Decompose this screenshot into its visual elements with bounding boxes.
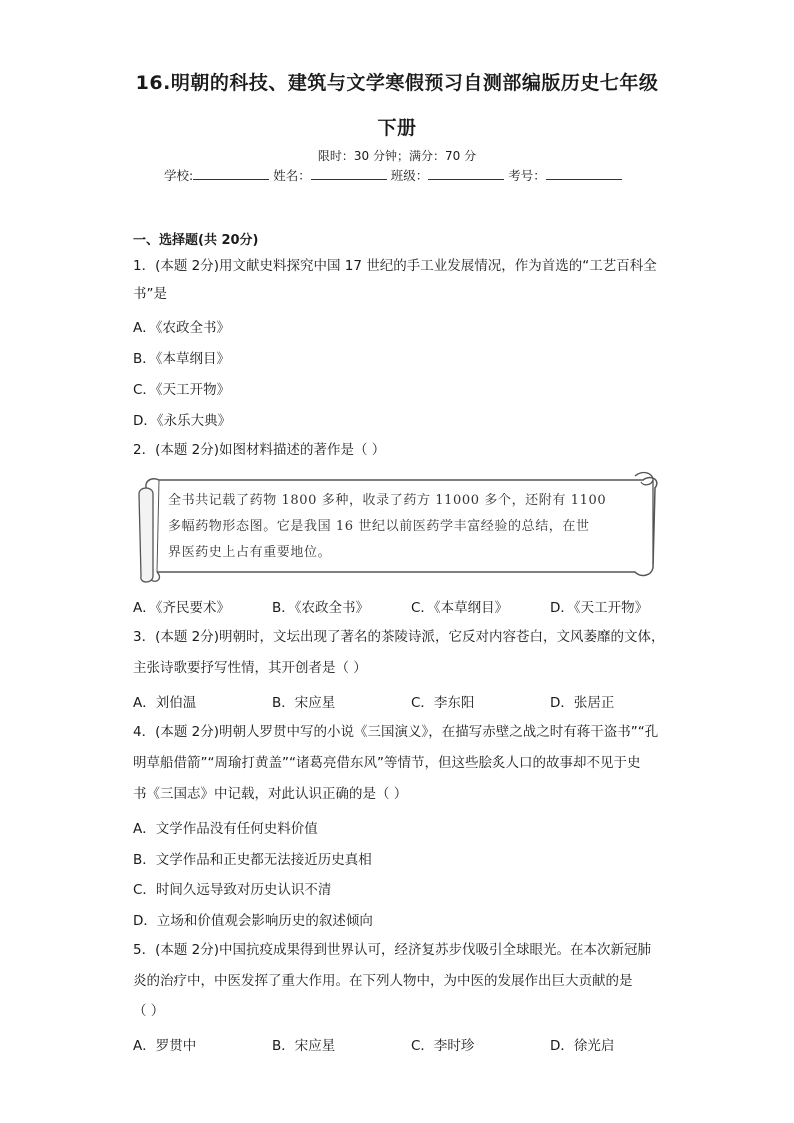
q5-option-a[interactable]: A．罗贯中 <box>133 1038 197 1054</box>
q3-stem-line1: 3．(本题 2分)明朝时，文坛出现了著名的茶陵诗派，它反对内容苍白，文风萎靡的文体， <box>133 629 665 645</box>
q2-option-d[interactable]: D．《天工开物》 <box>550 600 649 616</box>
scroll-line-1: 全书共记载了药物 1800 多种，收录了药方 11000 多个，还附有 1100 <box>168 493 607 508</box>
q2-options-row <box>133 596 653 616</box>
q2-option-c[interactable]: C．《本草纲目》 <box>411 600 509 616</box>
number-blank[interactable] <box>546 167 622 180</box>
q3-stem-line2: 主张诗歌要抒写性情，其开创者是（ ） <box>133 660 367 676</box>
q1-stem-line2: 书”是 <box>133 286 167 302</box>
q5-option-c[interactable]: C．李时珍 <box>411 1038 475 1054</box>
q5-stem-line2: 炎的治疗中，中医发挥了重大作用。在下列人物中，为中医的发展作出巨大贡献的是 <box>133 973 633 989</box>
q3-option-b[interactable]: B．宋应星 <box>272 695 336 711</box>
time-score-limit: 限时：30 分钟；满分：70 分 <box>317 149 477 163</box>
q5-option-b[interactable]: B．宋应星 <box>272 1038 336 1054</box>
school-blank[interactable] <box>193 167 269 180</box>
q5-stem-line1: 5．(本题 2分)中国抗疫成果得到世界认可，经济复苏步伐吸引全球眼光。在本次新冠肺 <box>133 942 652 958</box>
name-label: 姓名： <box>273 168 311 183</box>
q4-option-c[interactable]: C．时间久远导致对历史认识不清 <box>133 882 332 898</box>
class-blank[interactable] <box>428 167 504 180</box>
q4-option-a[interactable]: A．文学作品没有任何史料价值 <box>133 821 318 837</box>
school-label: 学校: <box>164 168 194 183</box>
q2-option-a[interactable]: A．《齐民要术》 <box>133 600 230 616</box>
q1-option-d[interactable]: D．《永乐大典》 <box>133 413 232 429</box>
q4-option-b[interactable]: B．文学作品和正史都无法接近历史真相 <box>133 852 372 868</box>
q5-options-row <box>133 1034 653 1054</box>
q5-option-d[interactable]: D．徐光启 <box>550 1038 615 1054</box>
number-label: 考号： <box>508 168 546 183</box>
q1-option-c[interactable]: C．《天工开物》 <box>133 382 231 398</box>
q3-options-row <box>133 691 653 711</box>
q3-option-a[interactable]: A．刘伯温 <box>133 695 197 711</box>
q4-option-d[interactable]: D．立场和价值观会影响历史的叙述倾向 <box>133 913 373 929</box>
q2-option-b[interactable]: B．《农政全书》 <box>272 600 370 616</box>
q3-option-c[interactable]: C．李东阳 <box>411 695 475 711</box>
name-blank[interactable] <box>311 167 387 180</box>
scroll-material-text <box>168 488 638 566</box>
document-title-line2: 下册 <box>377 117 417 139</box>
section-heading: 一、选择题(共 20分) <box>133 233 259 248</box>
scroll-line-2: 多幅药物形态图。它是我国 16 世纪以前医药学丰富经验的总结，在世 <box>168 519 590 534</box>
q1-stem-line1: 1．(本题 2分)用文献史料探究中国 17 世纪的手工业发展情况，作为首选的“工艺百科全 <box>133 258 657 274</box>
scroll-line-3: 界医药史上占有重要地位。 <box>168 545 332 560</box>
q5-stem-line3: （ ） <box>133 1003 165 1019</box>
q2-stem: 2．(本题 2分)如图材料描述的著作是（ ） <box>133 442 386 458</box>
q4-stem-line3: 书《三国志》中记载，对此认识正确的是（ ） <box>133 786 408 802</box>
q4-stem-line2: 明草船借箭”“周瑜打黄盖”“诸葛亮借东风”等情节，但这些脍炙人口的故事却不见于史 <box>133 755 641 771</box>
class-label: 班级： <box>390 168 429 183</box>
q1-option-a[interactable]: A．《农政全书》 <box>133 320 230 336</box>
student-info-fields <box>164 166 622 184</box>
document-title-line1: 16.明朝的科技、建筑与文学寒假预习自测部编版历史七年级 <box>135 72 659 94</box>
q1-option-b[interactable]: B．《本草纲目》 <box>133 351 231 367</box>
q3-option-d[interactable]: D．张居正 <box>550 695 615 711</box>
q4-stem-line1: 4．(本题 2分)明朝人罗贯中写的小说《三国演义》，在描写赤壁之战之时有蒋干盗书”“孔 <box>133 724 659 740</box>
